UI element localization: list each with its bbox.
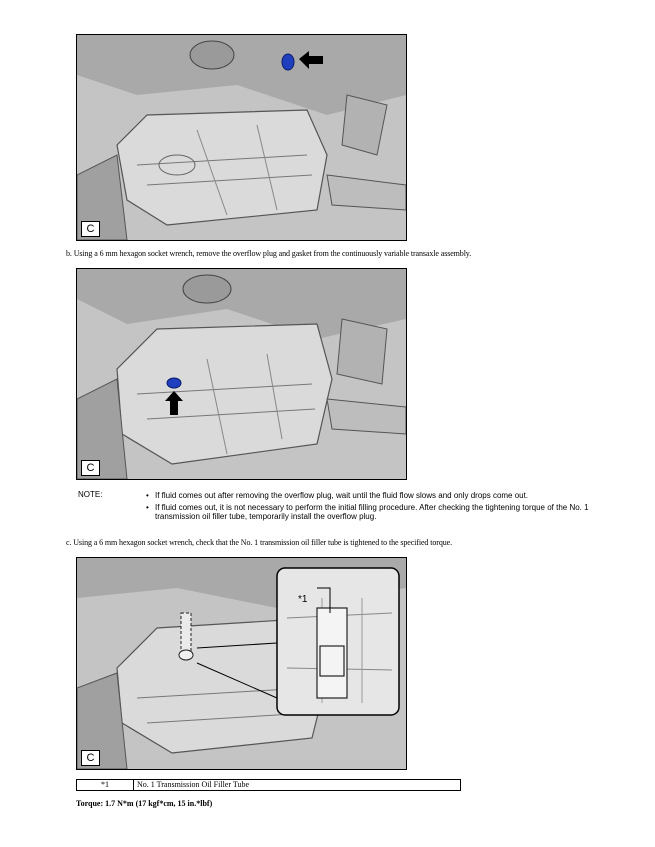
figure-overflow-plug-location [76, 34, 407, 241]
figure-remove-overflow-plug [76, 268, 407, 480]
overflow-plug-highlight [282, 54, 294, 70]
callout-label: *1 [298, 594, 308, 605]
note-item: • If fluid comes out after removing the overflow plug, wait until the fluid flow slows and only drops come out. [146, 491, 626, 500]
note-label: NOTE: [78, 490, 103, 499]
engine-illustration-1 [77, 35, 406, 240]
step-b-text: b. Using a 6 mm hexagon socket wrench, remove the overflow plug and gasket from the continuously variable transaxle assembly. [66, 249, 472, 258]
filler-tube-tool [181, 613, 191, 651]
legend-table [76, 779, 461, 791]
figure-corner-label: C [81, 750, 100, 766]
table-row [77, 780, 461, 791]
torque-spec: Torque: 1.7 N*m (17 kgf*cm, 15 in.*lbf) [76, 799, 213, 808]
note-list [146, 491, 626, 524]
figure-corner-label: C [81, 460, 100, 476]
step-c-text: c. Using a 6 mm hexagon socket wrench, check that the No. 1 transmission oil filler tube is tightened to the specified torque. [66, 538, 452, 547]
note-item: • If fluid comes out, it is not necessary to perform the initial filling procedure. After checking the tightening torque of the No. 1 transmission oil filler tube, temporarily install the overflow plug. [146, 503, 626, 521]
legend-number: *1 [77, 780, 134, 791]
figure-filler-tube-torque [76, 557, 407, 770]
figure-corner-label: C [81, 221, 100, 237]
legend-description: No. 1 Transmission Oil Filler Tube [134, 780, 461, 791]
overflow-plug-highlight [167, 378, 181, 388]
engine-illustration-3 [77, 558, 406, 769]
engine-illustration-2 [77, 269, 406, 479]
